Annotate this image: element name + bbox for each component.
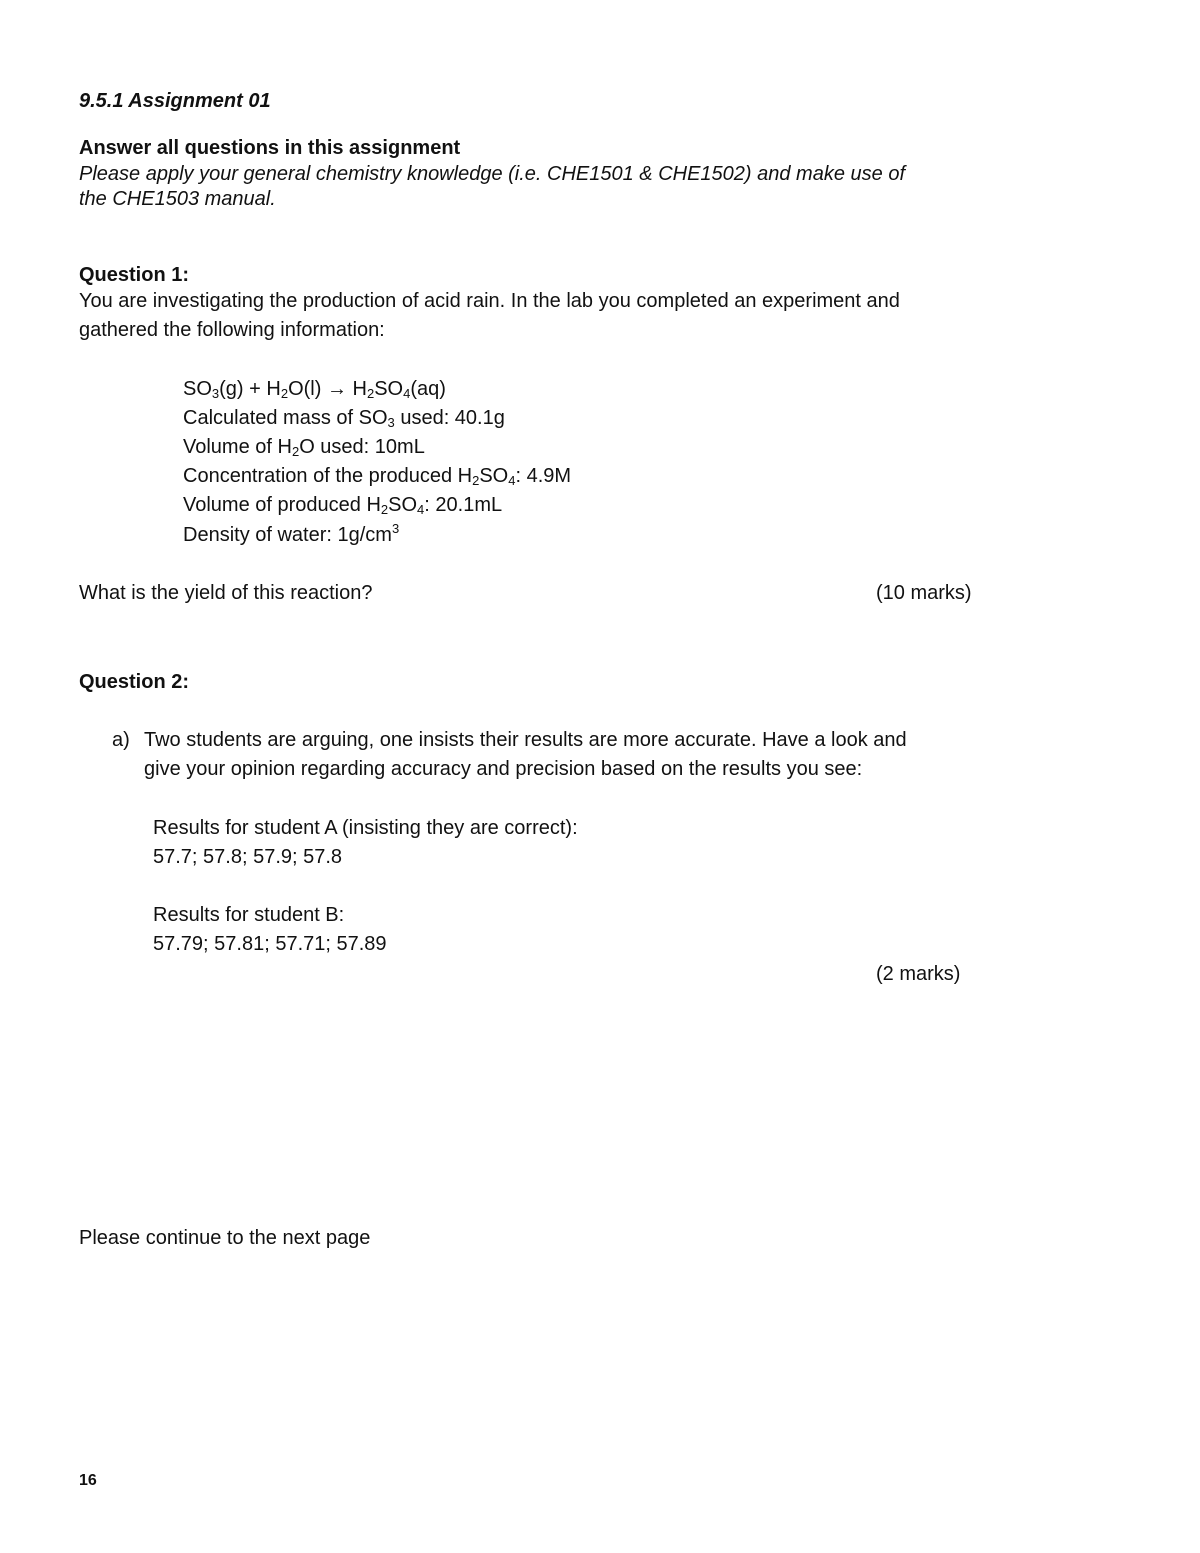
section-title: 9.5.1 Assignment 01 [79, 90, 271, 112]
question-1-text-line-1: You are investigating the production of acid rain. In the lab you completed an experiment and [79, 290, 900, 312]
student-a-values: 57.7; 57.8; 57.9; 57.8 [153, 846, 343, 868]
volume-h2so4: Volume of produced $H_2SO_4$: 20.1mL [183, 494, 503, 517]
question-2-marks: (2 marks) [876, 963, 961, 985]
question-2-heading: Question 2: [79, 671, 190, 693]
question-1-marks: (10 marks) [876, 582, 972, 604]
concentration-h2so4: Concentration of the produced $H_2SO_4$: 4.9M [183, 465, 572, 488]
part-a-label: a) [112, 729, 130, 751]
instruction-note-line-1: Please apply your general chemistry knowledge (i.e. CHE1501 & CHE1502) and make use of [79, 163, 905, 185]
instruction-heading: Answer all questions in this assignment [79, 137, 461, 159]
continue-note: Please continue to the next page [79, 1227, 371, 1249]
student-b-label: Results for student B: [153, 904, 345, 926]
density-water: Density of water: $1g/cm^3$ [183, 521, 400, 546]
student-b-values: 57.79; 57.81; 57.71; 57.89 [153, 933, 387, 955]
part-a-text-line-1: Two students are arguing, one insists their results are more accurate. Have a look and [144, 729, 907, 751]
part-a-text-line-2: give your opinion regarding accuracy and precision based on the results you see: [144, 758, 863, 780]
question-1-heading: Question 1: [79, 264, 190, 286]
reaction-equation: $SO_3(g) + H_2O(l) \to H_2SO_4(aq)$ [183, 378, 446, 401]
mass-so3: Calculated mass of $SO_3$ used: 40.1g [183, 407, 505, 430]
instruction-note-line-2: the CHE1503 manual. [79, 188, 276, 210]
page-number: 16 [79, 1472, 97, 1489]
volume-water: Volume of $H_2O$ used: 10mL [183, 436, 425, 459]
student-a-label: Results for student A (insisting they are correct): [153, 817, 578, 839]
question-1-text-line-2: gathered the following information: [79, 319, 385, 341]
question-1-prompt: What is the yield of this reaction? [79, 582, 373, 604]
